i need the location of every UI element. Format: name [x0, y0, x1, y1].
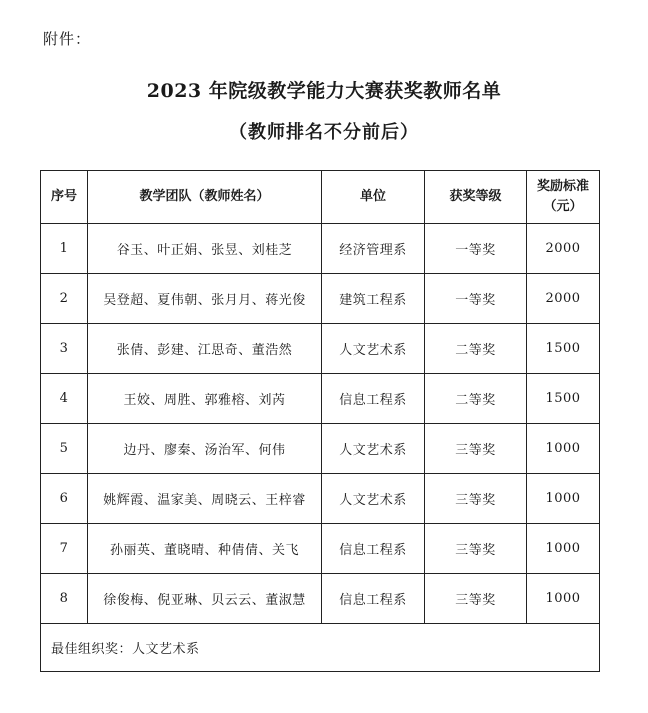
document-subtitle: （教师排名不分前后） [229, 122, 419, 143]
cell-index: 3 [41, 324, 88, 374]
cell-reward: 2000 [527, 224, 600, 274]
cell-reward: 1500 [527, 374, 600, 424]
cell-unit: 人文艺术系 [322, 324, 425, 374]
table-row [41, 524, 600, 574]
cell-reward: 1000 [527, 424, 600, 474]
cell-index: 1 [41, 224, 88, 274]
cell-unit: 建筑工程系 [322, 274, 425, 324]
cell-index: 7 [41, 524, 88, 574]
cell-team: 王姣、周胜、郭雅榕、刘芮 [88, 374, 322, 424]
cell-reward: 1000 [527, 524, 600, 574]
cell-level: 三等奖 [425, 524, 527, 574]
header-index: 序号 [41, 171, 88, 224]
document-title: 2023 年院级教学能力大赛获奖教师名单 [146, 80, 502, 102]
header-team: 教学团队（教师姓名） [88, 171, 322, 224]
header-reward-line1: 奖励标准 [536, 179, 589, 194]
cell-unit: 信息工程系 [322, 574, 425, 624]
cell-level: 三等奖 [425, 424, 527, 474]
table-row [41, 224, 600, 274]
table-row [41, 424, 600, 474]
header-level: 获奖等级 [425, 171, 527, 224]
cell-index: 2 [41, 274, 88, 324]
header-reward [527, 171, 600, 224]
cell-level: 一等奖 [425, 274, 527, 324]
cell-team: 边丹、廖秦、汤治军、何伟 [88, 424, 322, 474]
cell-reward: 1000 [527, 574, 600, 624]
table-footer-row [41, 624, 600, 672]
cell-team: 孙丽英、董晓晴、种倩倩、关飞 [88, 524, 322, 574]
table-row [41, 574, 600, 624]
best-organization-award: 最佳组织奖：人文艺术系 [41, 624, 600, 672]
cell-reward: 1000 [527, 474, 600, 524]
cell-index: 8 [41, 574, 88, 624]
table-row [41, 474, 600, 524]
cell-unit: 经济管理系 [322, 224, 425, 274]
cell-unit: 信息工程系 [322, 374, 425, 424]
header-unit: 单位 [322, 171, 425, 224]
cell-team: 谷玉、叶正娟、张昱、刘桂芝 [88, 224, 322, 274]
cell-team: 吴登超、夏伟朝、张月月、蒋光俊 [88, 274, 322, 324]
cell-level: 二等奖 [425, 324, 527, 374]
attachment-label: 附件： [43, 30, 92, 48]
cell-index: 6 [41, 474, 88, 524]
cell-team: 姚辉霞、温家美、周晓云、王梓睿 [88, 474, 322, 524]
table-row [41, 324, 600, 374]
cell-index: 5 [41, 424, 88, 474]
cell-team: 张倩、彭建、江思奇、董浩然 [88, 324, 322, 374]
header-reward-line2: （元） [543, 199, 583, 214]
table-row [41, 374, 600, 424]
cell-level: 三等奖 [425, 574, 527, 624]
cell-team: 徐俊梅、倪亚琳、贝云云、董淑慧 [88, 574, 322, 624]
cell-level: 二等奖 [425, 374, 527, 424]
cell-reward: 1500 [527, 324, 600, 374]
cell-index: 4 [41, 374, 88, 424]
awards-table [40, 170, 600, 672]
cell-unit: 人文艺术系 [322, 474, 425, 524]
cell-unit: 信息工程系 [322, 524, 425, 574]
table-header-row [41, 171, 600, 224]
table-row [41, 274, 600, 324]
cell-unit: 人文艺术系 [322, 424, 425, 474]
cell-level: 三等奖 [425, 474, 527, 524]
cell-reward: 2000 [527, 274, 600, 324]
cell-level: 一等奖 [425, 224, 527, 274]
